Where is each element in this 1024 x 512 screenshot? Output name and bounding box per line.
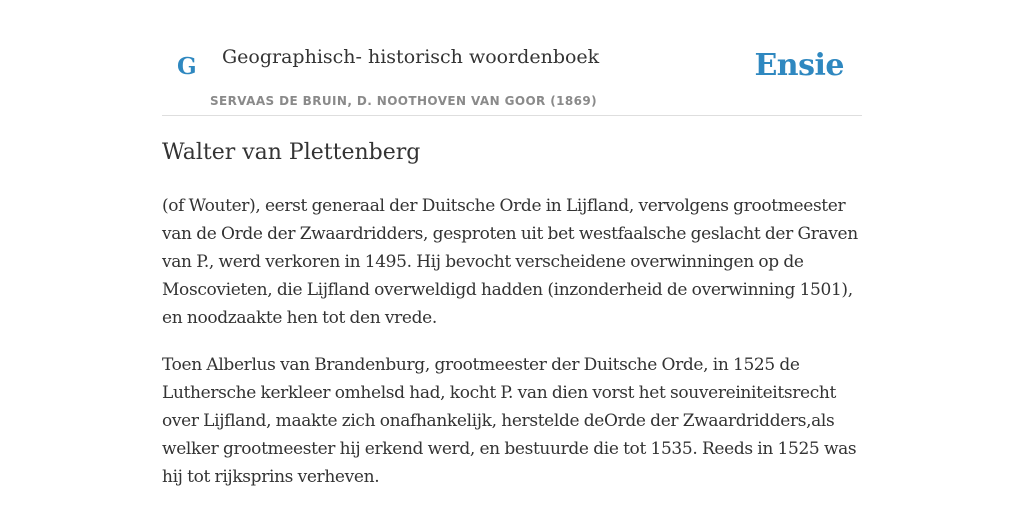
ensie-logo[interactable]: Ensie <box>754 48 844 83</box>
entry-paragraph-2: Toen Alberlus van Brandenburg, grootmeester der Duitsche Orde, in 1525 de Luthersche kerkleer omhelsd had, kocht P. van dien vorst het souvereiniteitsrecht over Lijfland, maakte zich onafhankelijk, herstelde deOrde der Zwaardridders,als welker grootmeester hij erkend werd, en bestuurde die tot 1535. Reeds in 1525 was hij tot rijksprins verheven. <box>162 355 857 487</box>
book-author: SERVAAS DE BRUIN, D. NOOTHOVEN VAN GOOR (1869) <box>210 94 598 108</box>
entry-title: Walter van Plettenberg <box>162 140 421 165</box>
book-title-link[interactable]: Geographisch- historisch woordenboek <box>222 46 600 68</box>
entry-paragraph-1: (of Wouter), eerst generaal der Duitsche Orde in Lijfland, vervolgens grootmeester van de Orde der Zwaardridders, gesproten uit bet westfaalsche geslacht der Graven van P., werd verkoren in 1495. Hij bevocht verscheidene overwinningen op de Moscovieten, die Lijfland overweldigd hadden (inzonderheid de overwinning 1501), en noodzaakte hen tot den vrede. <box>162 196 858 328</box>
entry-content <box>162 192 862 510</box>
book-logo[interactable]: G <box>177 53 197 80</box>
page-header <box>162 0 862 116</box>
